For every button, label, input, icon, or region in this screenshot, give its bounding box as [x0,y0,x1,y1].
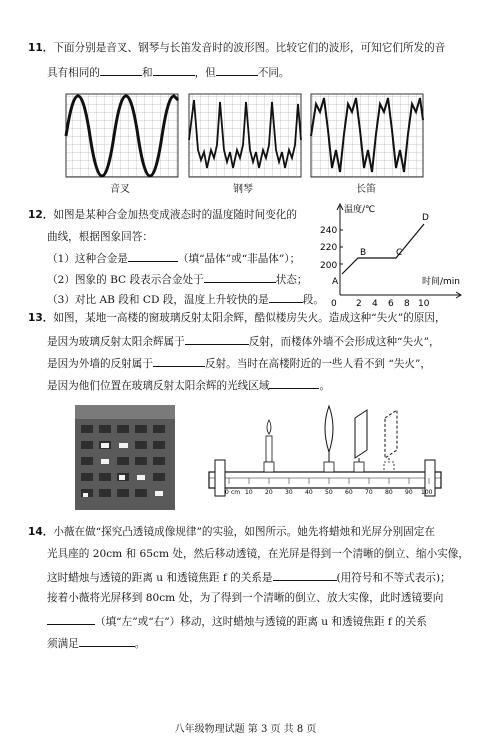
point-d-label: D [422,213,429,223]
q11-text2c: ，但 [194,67,216,79]
bench-tick-0: 0 [225,489,229,496]
q14-line2: 光具座的 20cm 和 65cm 处，然后移动透镜，在光屏是得到一个清晰的倒立、缩小实像， [47,548,469,560]
caption-flute: 长笛 [356,184,376,195]
q12-sub1-b: （填“晶体”或“非晶体”）； [177,253,301,265]
y-tick-220: 220 [320,243,338,253]
q13-text4b: 。 [319,380,331,392]
q13-number: 13． [28,312,54,324]
q14-text3a: 这时蜡烛与透镜的距离 u 和透镜焦距 f 的关系是 [47,572,273,584]
x-tick-6: 6 [388,299,394,309]
bench-tick-70: 70 [365,489,373,496]
q14-line4: 接着小薇将光屏移到 80cm 处，为了得到一个清晰的倒立、放大实像，此时透镜要向 [47,592,444,604]
point-b-label: B [360,248,367,258]
q12-sub1 [47,250,300,266]
q12-sub2-a: （2）图象的 BC 段表示合金处于 [47,274,204,286]
optical-bench-diagram [205,400,445,512]
q13-text3b: 反射。当时在高楼附近的一些人看不到 “失火”， [204,358,432,370]
q12-blank-1[interactable] [128,250,178,262]
q13-blank-1[interactable] [185,333,249,345]
q14-blank-3[interactable] [79,635,135,647]
x-tick-0: 0 [331,299,337,309]
q14-blank-2[interactable] [47,613,95,625]
q12-line2: 曲线，根据图象回答： [47,231,153,243]
q13-text4a: 是因为他们位置在玻璃反射太阳余辉的光线区域 [47,380,270,392]
q13-text2b: 反射，而楼体外墙不会形成这种“失火”， [248,336,440,348]
bench-tick-10: 10 [245,489,253,496]
convex-lens-icon [324,406,334,472]
q13-blank-2[interactable] [153,355,205,367]
y-tick-200: 200 [320,261,338,271]
x-tick-4: 4 [372,299,378,309]
q13-text3a: 是因为外墙的反射属于 [47,358,153,370]
q11-text2d: 不同。 [257,67,290,79]
q12-blank-3[interactable] [269,291,303,303]
q12-sub2 [47,271,307,287]
q12-blank-2[interactable] [204,271,276,283]
q14-text6a: 须满足 [47,638,79,650]
q14-line5 [47,613,427,629]
q13-line2 [47,333,440,349]
flute-waveform [311,94,423,177]
x-tick-8: 8 [404,299,410,309]
q12-sub2-b: 状态； [275,274,308,286]
q12-sub3 [47,291,324,307]
q13-text1: 如图，某地一高楼的窗玻璃反射太阳余辉，酷似楼房失火。造成这种“失火”的原因， [53,312,446,324]
y-tick-240: 240 [320,226,338,236]
tuning-fork-waveform [66,94,178,177]
temperature-curve [342,224,424,274]
q14-text6b: 。 [134,638,146,650]
q12-temperature-graph [312,200,472,310]
q14-blank-1[interactable] [273,569,337,581]
q13-text2a: 是因为玻璃反射太阳余辉属于 [47,336,185,348]
bench-tick-60: 60 [345,489,353,496]
q12-line1 [28,208,297,222]
candle-icon [264,420,274,472]
q12-sub3-a: （3）对比 AB 段和 CD 段，温度上升较快的是 [47,294,269,306]
x-axis-label: 时间/min [422,277,461,287]
q14-text5a: （填“左”或“右”）移动，这时蜡烛与透镜的距离 u 和透镜焦距 f 的关系 [95,616,427,628]
q12-sub3-b: 段。 [302,294,324,306]
q12-text1: 如图是某种合金加热变成液态时的温度随时间变化的 [53,209,297,221]
q13-line3 [47,355,431,371]
bench-unit: cm [231,489,241,496]
q13-line1 [28,311,446,325]
bench-tick-90: 90 [405,489,413,496]
q13-line4 [47,377,330,393]
q14-text3b: (用符号和不等式表示)； [336,572,451,584]
bench-tick-100: 100 [421,489,433,496]
q12-sub1-a: （1）这种合金是 [47,253,128,265]
q14-number: 14． [28,526,54,538]
q13-blank-3[interactable] [269,377,319,389]
caption-piano: 钢琴 [233,184,253,195]
q11-text1: 下面分别是音叉、钢琴与长笛发音时的波形图。比较它们的波形，可知它们所发的音 [53,42,446,54]
q12-number: 12． [28,209,54,221]
point-c-label: C [396,248,403,258]
building-photo [75,405,175,510]
piano-waveform [189,94,301,177]
light-screen-icon [354,410,367,472]
bench-tick-80: 80 [385,489,393,496]
bench-tick-20: 20 [265,489,273,496]
q11-text2a: 具有相同的 [47,67,100,79]
bench-tick-50: 50 [325,489,333,496]
point-a-label: A [332,277,339,287]
q11-text2b: 和 [141,67,153,79]
x-tick-10: 10 [418,299,430,309]
q14-line1 [28,525,435,539]
y-axis-label: 温度/℃ [344,205,376,215]
q14-text1: 小薇在做“探究凸透镜成像规律”的实验，如图所示。她先将蜡烛和光屏分别固定在 [53,526,435,538]
bench-rail [209,472,441,488]
page-footer: 八年级物理试题 第 3 页 共 8 页 [174,724,317,735]
q14-line6 [47,635,145,651]
bench-tick-40: 40 [305,489,313,496]
x-tick-2: 2 [356,299,362,309]
q11-number: 11． [28,42,54,54]
caption-tuning-fork: 音叉 [110,184,130,195]
bench-tick-30: 30 [285,489,293,496]
moved-screen-icon [384,410,397,472]
q14-line3 [47,569,451,585]
